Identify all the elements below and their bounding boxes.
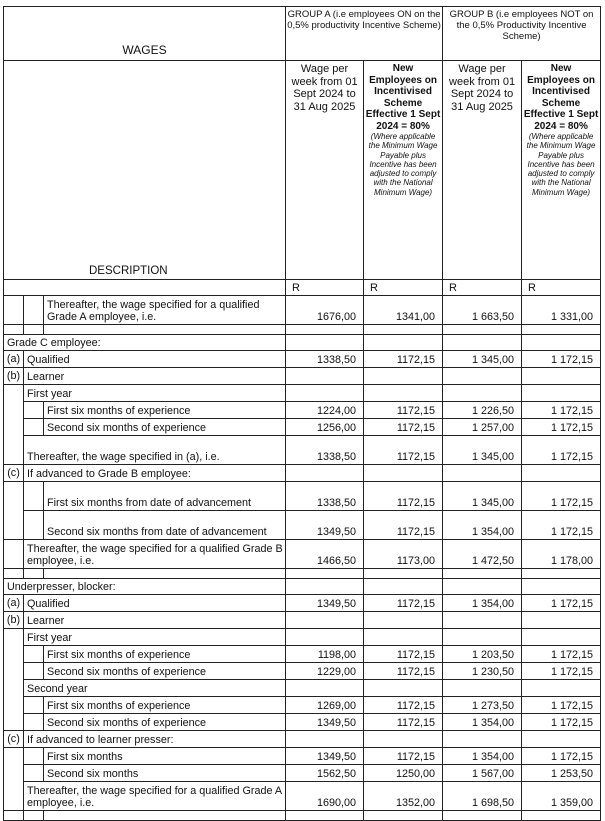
wage-value: 1 172,15 [522, 482, 601, 511]
wage-value: 1 354,00 [443, 595, 522, 612]
description-heading: DESCRIPTION [4, 61, 286, 280]
wage-value: 1349,50 [286, 714, 364, 731]
unit-label: R [522, 280, 601, 296]
table-row [4, 368, 601, 385]
wage-value: 1172,15 [364, 436, 443, 465]
wage-value: 1172,15 [364, 511, 443, 540]
row-label: Thereafter, the wage specified for a qualified Grade A employee, i.e. [24, 782, 286, 811]
unit-label: R [443, 280, 522, 296]
table-row [4, 579, 601, 595]
table-row [4, 296, 601, 325]
wage-value: 1 273,50 [443, 697, 522, 714]
wage-value: 1 172,15 [522, 351, 601, 368]
group-a-heading: GROUP A (i.e employees ON on the 0,5% productivity Incentive Scheme) [286, 7, 443, 61]
wage-value: 1173,00 [364, 540, 443, 569]
row-label: First six months of experience [44, 402, 286, 419]
table-row [4, 629, 601, 646]
row-label: If advanced to Grade B employee: [24, 465, 286, 482]
wage-table [3, 6, 601, 821]
row-label: First six months [44, 748, 286, 765]
row-label: Thereafter, the wage specified for a qualified Grade B employee, i.e. [24, 540, 286, 569]
table-row [4, 540, 601, 569]
row-label: First six months of experience [44, 697, 286, 714]
row-label: Thereafter, the wage specified in (a), i.e. [24, 436, 286, 465]
wage-value: 1198,00 [286, 646, 364, 663]
wage-value: 1172,15 [364, 402, 443, 419]
row-label: Second six months of experience [44, 419, 286, 436]
group-b-wage-heading: Wage per week from 01 Sept 2024 to 31 Aug 2025 [443, 61, 522, 280]
wage-value: 1 172,15 [522, 714, 601, 731]
wage-value: 1 345,00 [443, 482, 522, 511]
table-row [4, 465, 601, 482]
wage-value: 1338,50 [286, 351, 364, 368]
row-label: If advanced to learner presser: [24, 731, 286, 748]
row-label: Learner [24, 368, 286, 385]
row-label: Second six months from date of advancement [44, 511, 286, 540]
wage-value: 1 172,15 [522, 595, 601, 612]
wage-value: 1229,00 [286, 663, 364, 680]
row-label: Second six months of experience [44, 714, 286, 731]
table-row [4, 646, 601, 663]
row-label: First six months of experience [44, 646, 286, 663]
wage-value: 1 178,00 [522, 540, 601, 569]
table-row [4, 680, 601, 697]
wage-value: 1341,00 [364, 296, 443, 325]
table-row [4, 436, 601, 465]
group-b-heading: GROUP B (i.e employees NOT on the 0,5% Productivity Incentive Scheme) [443, 7, 601, 61]
group-b-new-employees-title: New Employees on Incentivised Scheme Effective 1 Sept 2024 = 80% [523, 63, 599, 132]
wage-value: 1172,15 [364, 482, 443, 511]
row-label: Qualified [24, 351, 286, 368]
wage-value: 1466,50 [286, 540, 364, 569]
wage-value: 1269,00 [286, 697, 364, 714]
wage-value: 1352,00 [364, 782, 443, 811]
wage-value: 1172,15 [364, 646, 443, 663]
wages-heading: WAGES [4, 7, 286, 61]
wage-value: 1 172,15 [522, 697, 601, 714]
wage-value: 1172,15 [364, 714, 443, 731]
wage-value: 1 253,50 [522, 765, 601, 782]
wage-value: 1 172,15 [522, 436, 601, 465]
wage-value: 1 354,00 [443, 714, 522, 731]
table-row [4, 482, 601, 511]
wage-value: 1 172,15 [522, 663, 601, 680]
group-a-new-employees-title: New Employees on Incentivised Scheme Effective 1 Sept 2024 = 80% [365, 63, 441, 132]
wage-value: 1 345,00 [443, 351, 522, 368]
table-row [4, 714, 601, 731]
wage-value: 1172,15 [364, 663, 443, 680]
unit-label: R [286, 280, 364, 296]
wage-value: 1 172,15 [522, 402, 601, 419]
item-label: (a) [4, 595, 24, 612]
wage-value: 1349,50 [286, 511, 364, 540]
wage-value: 1172,15 [364, 351, 443, 368]
wage-value: 1 172,15 [522, 748, 601, 765]
table-row [4, 731, 601, 748]
item-label: (b) [4, 612, 24, 629]
wage-value: 1 257,00 [443, 419, 522, 436]
unit-row-blank [4, 280, 286, 296]
group-a-new-employees-note: (Where applicable the Minimum Wage Payable plus Incentive has been adjusted to comply with the National Minimum Wage) [368, 132, 438, 197]
wage-value: 1676,00 [286, 296, 364, 325]
wage-value: 1 359,00 [522, 782, 601, 811]
wage-value: 1 354,00 [443, 511, 522, 540]
wage-value: 1349,50 [286, 748, 364, 765]
wage-value: 1 172,15 [522, 511, 601, 540]
table-row [4, 595, 601, 612]
wage-value: 1349,50 [286, 595, 364, 612]
table-row [4, 612, 601, 629]
table-row [4, 351, 601, 368]
group-a-wage-heading: Wage per week from 01 Sept 2024 to 31 Aug 2025 [286, 61, 364, 280]
wage-value: 1 663,50 [443, 296, 522, 325]
section-heading-underpresser: Underpresser, blocker: [4, 579, 286, 595]
wage-value: 1 472,50 [443, 540, 522, 569]
row-label: Second year [24, 680, 286, 697]
wage-value: 1 230,50 [443, 663, 522, 680]
unit-label: R [364, 280, 443, 296]
wage-value: 1172,15 [364, 419, 443, 436]
row-label: Second six months [44, 765, 286, 782]
table-row [4, 402, 601, 419]
table-row [4, 335, 601, 351]
wage-value: 1250,00 [364, 765, 443, 782]
wage-value: 1 345,00 [443, 436, 522, 465]
group-a-new-employees-heading [364, 61, 443, 280]
item-label: (c) [4, 731, 24, 748]
wage-value: 1 226,50 [443, 402, 522, 419]
wage-value: 1338,50 [286, 482, 364, 511]
table-row [4, 782, 601, 811]
row-label: First year [24, 629, 286, 646]
item-label: (b) [4, 368, 24, 385]
table-row [4, 765, 601, 782]
wage-value: 1256,00 [286, 419, 364, 436]
table-row [4, 697, 601, 714]
item-label: (c) [4, 465, 24, 482]
row-label: Learner [24, 612, 286, 629]
wage-value: 1338,50 [286, 436, 364, 465]
table-row [4, 748, 601, 765]
wage-value: 1 172,15 [522, 646, 601, 663]
wage-value: 1 331,00 [522, 296, 601, 325]
table-row [4, 385, 601, 402]
row-label: First six months from date of advancement [44, 482, 286, 511]
wage-value: 1172,15 [364, 748, 443, 765]
wage-value: 1172,15 [364, 697, 443, 714]
table-row [4, 511, 601, 540]
wage-value: 1562,50 [286, 765, 364, 782]
row-label: Thereafter, the wage specified for a qualified Grade A employee, i.e. [44, 296, 286, 325]
group-b-new-employees-heading [522, 61, 601, 280]
wage-value: 1690,00 [286, 782, 364, 811]
row-label: Qualified [24, 595, 286, 612]
section-heading-grade-c: Grade C employee: [4, 335, 286, 351]
row-label: First year [24, 385, 286, 402]
wage-value: 1 172,15 [522, 419, 601, 436]
table-row [4, 663, 601, 680]
wage-value: 1 354,00 [443, 748, 522, 765]
group-b-new-employees-note: (Where applicable the Minimum Wage Payable plus Incentive has been adjusted to comply with the National Minimum Wage) [526, 132, 596, 197]
item-label: (a) [4, 351, 24, 368]
wage-value: 1224,00 [286, 402, 364, 419]
wage-value: 1 698,50 [443, 782, 522, 811]
table-row [4, 419, 601, 436]
wage-value: 1172,15 [364, 595, 443, 612]
row-label: Second six months of experience [44, 663, 286, 680]
wage-value: 1 567,00 [443, 765, 522, 782]
wage-value: 1 203,50 [443, 646, 522, 663]
